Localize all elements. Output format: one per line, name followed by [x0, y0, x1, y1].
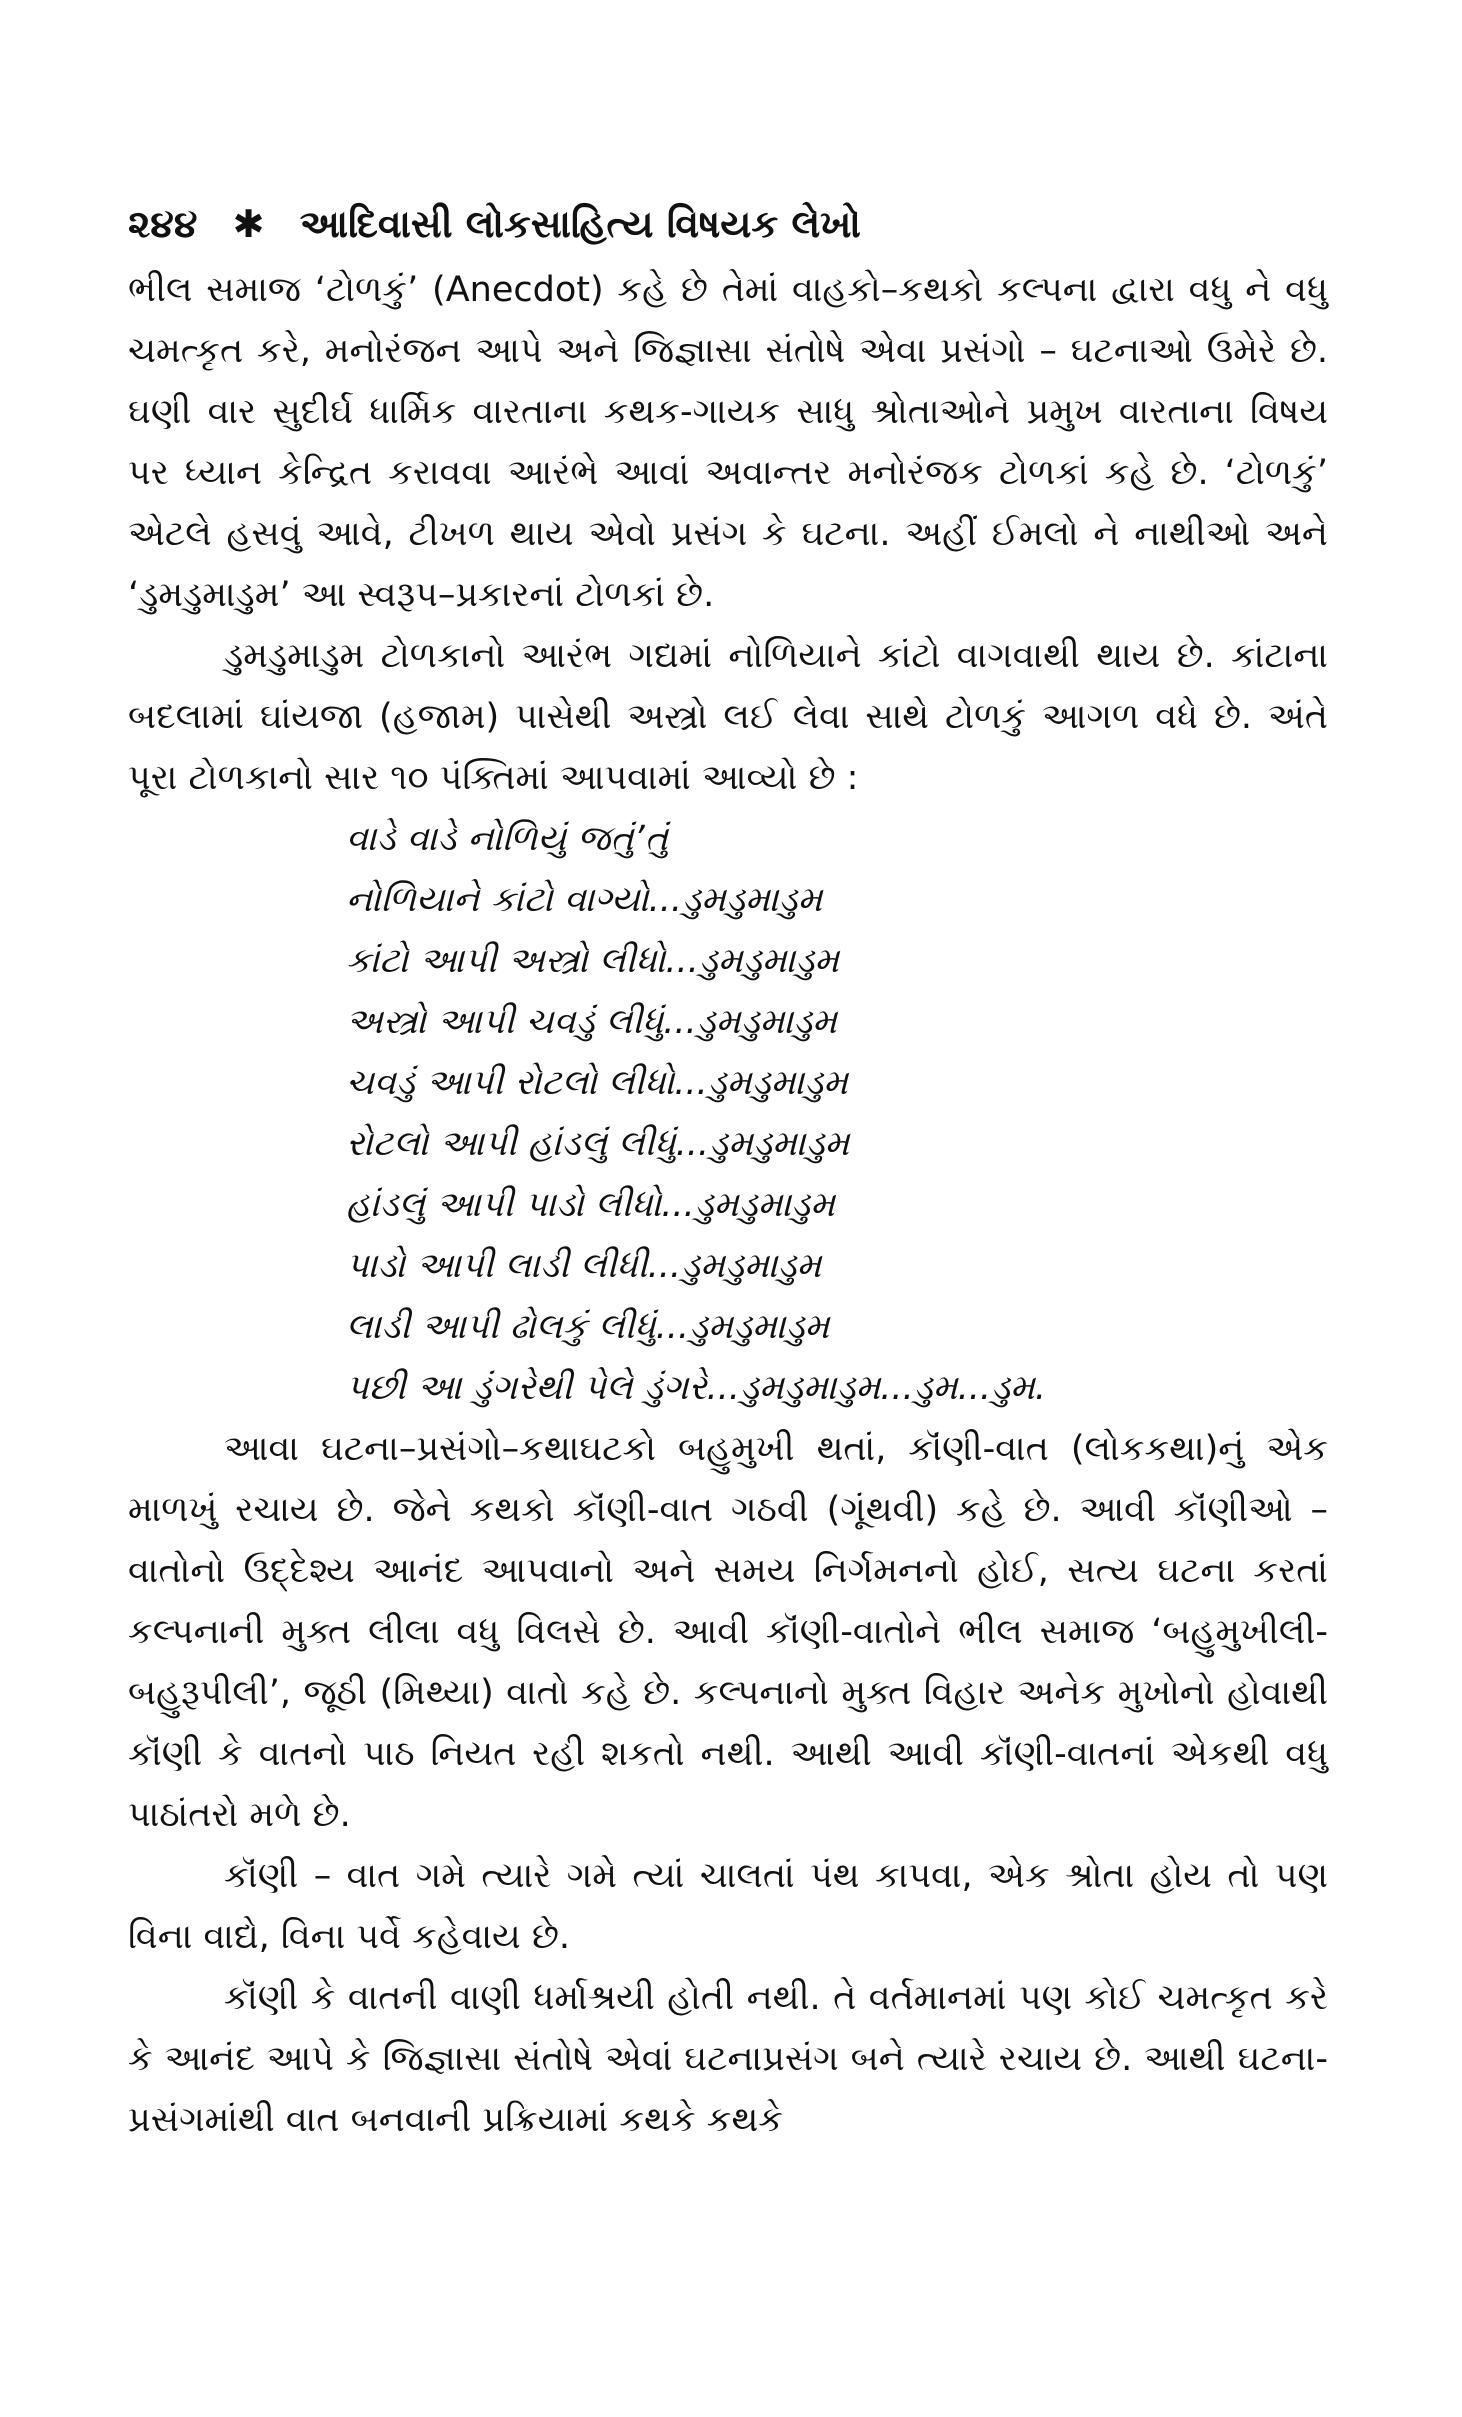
page-number: ૨૪૪ — [128, 202, 198, 246]
verse-line: પછી આ ડુંગરેથી પેલે ડુંગરે...ડુમડુમાડુમ...ડુમ...ડુમ. — [346, 1368, 1047, 1408]
verse-block — [128, 809, 1328, 1419]
asterisk-separator-icon: ✱ — [232, 202, 265, 246]
running-header — [128, 196, 1328, 252]
verse-line: નોળિયાને કાંટો વાગ્યો...ડુમડુમાડુમ — [346, 880, 823, 920]
paragraph-3: આવા ઘટના–પ્રસંગો–કથાઘટકો બહુમુખી થતાં, કૉંણી-વાત (લોકકથા)નું એક માળખું રચાય છે. જેને કથકો કૉંણી-વાત ગઠવી (ગૂંથવી) કહે છે. આવી કૉંણીઓ – વાતોનો ઉદ્દેશ્ય આનંદ આપવાનો અને સમય નિર્ગમનનો હોઈ, સત્ય ઘટના કરતાં કલ્પનાની મુક્ત લીલા વધુ વિલસે છે. આવી કૉંણી-વાતોને ભીલ સમાજ ‘બહુમુખીલી-બહુરૂપીલી’, જૂઠી (મિથ્યા) વાતો કહે છે. કલ્પનાનો મુક્ત વિહાર અનેક મુખોનો હોવાથી કૉંણી કે વાતનો પાઠ નિયત રહી શકતો નથી. આથી આવી કૉંણી-વાતનાં એકથી વધુ પાઠાંતરો મળે છે. — [128, 1429, 1328, 1835]
verse-line: લાડી આપી ઢોલકું લીધું...ડુમડુમાડુમ — [346, 1307, 830, 1347]
paragraph-5: કૉંણી કે વાતની વાણી ધર્માશ્રયી હોતી નથી. તે વર્તમાનમાં પણ કોઈ ચમત્કૃત કરે કે આનંદ આપે કે જિજ્ઞાસા સંતોષે એવાં ઘટનાપ્રસંગ બને ત્યારે રચાય છે. આથી ઘટના-પ્રસંગમાંથી વાત બનવાની પ્રક્રિયામાં કથકે કથકે — [128, 1978, 1328, 2140]
paragraph-1: ભીલ સમાજ ‘ટોળકું’ (Anecdot) કહે છે તેમાં વાહકો–કથકો કલ્પના દ્વારા વધુ ને વધુ ચમત્કૃત કરે, મનોરંજન આપે અને જિજ્ઞાસા સંતોષે એવા પ્રસંગો – ઘટનાઓ ઉમેરે છે. ઘણી વાર સુદીર્ઘ ધાર્મિક વારતાના કથક-ગાયક સાધુ શ્રોતાઓને પ્રમુખ વારતાના વિષય પર ધ્યાન કેન્દ્રિત કરાવવા આરંભે આવાં અવાન્તર મનોરંજક ટોળકાં કહે છે. ‘ટોળકું’ એટલે હસવું આવે, ટીખળ થાય એવો પ્રસંગ કે ઘટના. અહીં ઈમલો ને નાથીઓ અને ‘ડુમડુમાડુમ’ આ સ્વરૂપ–પ્રકારનાં ટોળકાં છે. — [128, 270, 1328, 615]
verse-line: હાંડલું આપી પાડો લીધો...ડુમડુમાડુમ — [346, 1185, 835, 1225]
verse-line: અસ્ત્રો આપી ચવડું લીધું...ડુમડુમાડુમ — [346, 1002, 837, 1042]
book-title: આદિવાસી લોકસાહિત્ય વિષયક લેખો — [299, 202, 861, 246]
verse-line: પાડો આપી લાડી લીધી...ડુમડુમાડુમ — [346, 1246, 822, 1286]
verse-line: વાડે વાડે નોળિયું જતું’તું — [346, 819, 668, 859]
book-page — [128, 196, 1328, 2151]
verse-line: રોટલો આપી હાંડલું લીધું...ડુમડુમાડુમ — [346, 1124, 850, 1164]
paragraph-4: કૉંણી – વાત ગમે ત્યારે ગમે ત્યાં ચાલતાં પંથ કાપવા, એક શ્રોતા હોય તો પણ વિના વાદ્યે, વિના પર્વે કહેવાય છે. — [128, 1856, 1328, 1957]
paragraph-2: ડુમડુમાડુમ ટોળકાનો આરંભ ગદ્યમાં નોળિયાને કાંટો વાગવાથી થાય છે. કાંટાના બદલામાં ઘાંયજા (હજામ) પાસેથી અસ્ત્રો લઈ લેવા સાથે ટોળકું આગળ વધે છે. અંતે પૂરા ટોળકાનો સાર ૧૦ પંક્તિમાં આપવામાં આવ્યો છે : — [128, 636, 1328, 798]
verse-line: કાંટો આપી અસ્ત્રો લીધો...ડુમડુમાડુમ — [346, 941, 840, 981]
verse-line: ચવડું આપી રોટલો લીધો...ડુમડુમાડુમ — [346, 1063, 849, 1103]
